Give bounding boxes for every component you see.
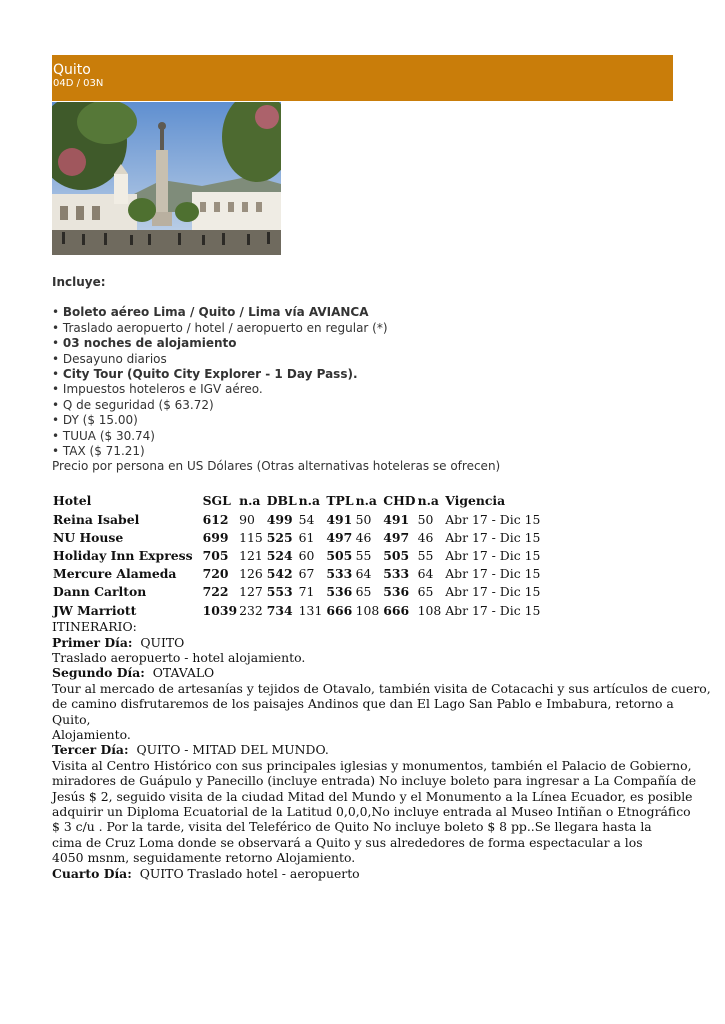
includes-item: • TUUA ($ 30.74) (52, 428, 155, 443)
price-cell: 533 (326, 566, 353, 582)
price-cell: 536 (326, 584, 353, 600)
price-cell: 505 (383, 548, 410, 564)
table-row (53, 546, 542, 564)
hotel-name-cell: JW Marriott (53, 602, 137, 618)
itinerary-line: cima de Cruz Loma donde se observará a Quito y sus alrededores de forma espectacular a los (52, 834, 643, 850)
itinerary-line: $ 3 c/u . Por la tarde, visita del Teleférico de Quito No incluye boleto $ 8 pp..Se llegara hasta la (52, 819, 652, 835)
hotel-name-cell: Mercure Alameda (53, 566, 177, 582)
day-place: OTAVALO (152, 665, 215, 681)
hotel-name-cell: NU House (53, 529, 124, 545)
itinerary-line: Visita al Centro Histórico con sus principales iglesias y monumentos, también el Palacio de Gobierno, (52, 757, 692, 773)
price-cell: 525 (266, 529, 293, 545)
child-na-cell: 232 (239, 602, 263, 618)
includes-item: • DY ($ 15.00) (52, 413, 138, 428)
tour-page (52, 55, 711, 881)
includes-item-text: TAX ($ 71.21) (62, 444, 145, 459)
includes-item: • Traslado aeropuerto / hotel / aeropuerto en regular (*) (52, 320, 388, 335)
child-na-cell: 131 (298, 602, 323, 618)
validity-cell: Abr 17 - Dic 15 (445, 566, 541, 582)
includes-item-text: TUUA ($ 30.74) (62, 428, 155, 443)
tour-header (52, 55, 673, 101)
child-na-cell: 108 (355, 602, 380, 618)
child-na-cell: 65 (355, 584, 372, 600)
child-na-cell: 60 (298, 548, 315, 564)
validity-cell: Abr 17 - Dic 15 (445, 584, 541, 600)
col-header-na: n.a (355, 493, 377, 509)
col-header-tpl: TPL (326, 493, 354, 509)
child-na-cell: 65 (417, 584, 434, 600)
child-na-cell: 55 (417, 548, 434, 564)
table-header-row (53, 492, 542, 510)
table-row (53, 510, 542, 528)
child-na-cell: 126 (239, 566, 263, 582)
itinerary-line: Quito, (52, 711, 91, 727)
includes-item: • City Tour (Quito City Explorer - 1 Day Pass). (52, 367, 358, 382)
child-na-cell: 46 (355, 529, 372, 545)
validity-cell: Abr 17 - Dic 15 (445, 602, 541, 618)
child-na-cell: 50 (355, 511, 372, 527)
itinerary-line: Alojamiento. (52, 727, 131, 743)
price-cell: 533 (383, 566, 410, 582)
day-label: Primer Día: (52, 634, 133, 650)
quito-plaza-photo (52, 102, 281, 255)
day-label: Tercer Día: (52, 742, 129, 758)
table-row (53, 583, 542, 601)
validity-cell: Abr 17 - Dic 15 (445, 548, 541, 564)
photo-illustration (52, 102, 281, 255)
price-cell: 553 (266, 584, 293, 600)
itinerary-line: Jesús $ 2, seguido visita de la ciudad Mitad del Mundo y el Monumento a la Línea Ecuador, es posible (52, 788, 693, 804)
child-na-cell: 127 (239, 584, 263, 600)
price-cell: 612 (202, 511, 229, 527)
col-header-na: n.a (417, 493, 439, 509)
includes-item-text: City Tour (Quito City Explorer - 1 Day Pass). (62, 367, 358, 382)
hotel-name-cell: Holiday Inn Express (53, 548, 193, 564)
table-row (53, 528, 542, 546)
includes-item-text: Desayuno diarios (62, 351, 167, 366)
itinerary-title: ITINERARIO: (52, 619, 137, 635)
price-cell: 542 (266, 566, 293, 582)
includes-item: • Q de seguridad ($ 63.72) (52, 397, 214, 412)
price-cell: 666 (326, 602, 353, 618)
price-cell: 536 (383, 584, 410, 600)
includes-item: • 03 noches de alojamiento (52, 336, 237, 351)
includes-item-text: Q de seguridad ($ 63.72) (62, 397, 214, 412)
itinerary-line: 4050 msnm, seguidamente retorno Alojamiento. (52, 850, 356, 866)
price-cell: 705 (202, 548, 229, 564)
price-cell: 666 (383, 602, 410, 618)
table-row (53, 601, 542, 619)
child-na-cell: 115 (239, 529, 263, 545)
itinerary-day-heading (52, 665, 673, 680)
includes-item: • Impuestos hoteleros e IGV aéreo. (52, 382, 263, 397)
col-header-chd: CHD (383, 493, 416, 509)
day-place: QUITO (140, 634, 185, 650)
hotel-price-table (53, 492, 542, 619)
hotel-name-cell: Reina Isabel (53, 511, 140, 527)
includes-item-text: DY ($ 15.00) (62, 413, 138, 428)
itinerary-days (52, 634, 711, 882)
child-na-cell: 50 (417, 511, 434, 527)
itinerary-day-heading (52, 742, 673, 757)
day-label: Cuarto Día: (52, 865, 132, 881)
child-na-cell: 71 (298, 584, 315, 600)
price-cell: 505 (326, 548, 353, 564)
price-cell: 499 (266, 511, 293, 527)
child-na-cell: 67 (298, 566, 315, 582)
includes-item-text: Traslado aeropuerto / hotel / aeropuerto en regular (*) (62, 320, 388, 335)
price-cell: 699 (202, 529, 229, 545)
includes-list (52, 305, 673, 474)
price-cell: 1039 (202, 602, 238, 618)
child-na-cell: 121 (239, 548, 263, 564)
itinerary-line: miradores de Guápulo y Panecillo (incluye entrada) No incluye boleto para ingresar a La Compañía de (52, 773, 697, 789)
itinerary-day-heading (52, 635, 673, 650)
includes-item-text: 03 noches de alojamiento (62, 336, 237, 351)
child-na-cell: 61 (298, 529, 315, 545)
table-row (53, 565, 542, 583)
includes-item-text: Boleto aéreo Lima / Quito / Lima vía AVIANCA (62, 305, 369, 320)
includes-item: • Boleto aéreo Lima / Quito / Lima vía AVIANCA (52, 305, 369, 320)
validity-cell: Abr 17 - Dic 15 (445, 511, 541, 527)
child-na-cell: 46 (417, 529, 434, 545)
day-place: QUITO - MITAD DEL MUNDO. (136, 742, 329, 758)
child-na-cell: 64 (417, 566, 434, 582)
price-cell: 734 (266, 602, 293, 618)
col-header-sgl: SGL (202, 493, 231, 509)
child-na-cell: 108 (417, 602, 442, 618)
price-cell: 524 (266, 548, 293, 564)
day-label: Segundo Día: (52, 665, 145, 681)
day-place: QUITO Traslado hotel - aeropuerto (139, 865, 360, 881)
child-na-cell: 55 (355, 548, 372, 564)
price-note: Precio por persona en US Dólares (Otras alternativas hoteleras se ofrecen) (52, 459, 501, 474)
col-header-na: n.a (239, 493, 261, 509)
validity-cell: Abr 17 - Dic 15 (445, 529, 541, 545)
price-cell: 720 (202, 566, 229, 582)
price-cell: 497 (383, 529, 410, 545)
includes-item-text: Impuestos hoteleros e IGV aéreo. (62, 382, 263, 397)
child-na-cell: 64 (355, 566, 372, 582)
col-header-na: n.a (298, 493, 321, 509)
price-cell: 497 (326, 529, 353, 545)
price-cell: 722 (202, 584, 229, 600)
itinerary-line: de camino disfrutaremos de los paisajes Andinos que dan El Lago San Pablo e Imbabura, retorno a (52, 696, 674, 712)
hotel-rows (53, 510, 542, 619)
itinerary-line: adquirir un Diploma Ecuatorial de la Latitud 0,0,0,No incluye entrada al Museo Intiñan o Etnográfico (52, 804, 691, 820)
includes-item: • Desayuno diarios (52, 351, 167, 366)
price-cell: 491 (326, 511, 353, 527)
itinerary-line: Traslado aeropuerto - hotel alojamiento. (52, 650, 306, 665)
itinerary (52, 619, 711, 881)
col-header-vigencia: Vigencia (445, 493, 506, 509)
includes-item: • TAX ($ 71.21) (52, 444, 145, 459)
col-header-hotel: Hotel (53, 493, 92, 509)
hotel-name-cell: Dann Carlton (53, 584, 147, 600)
child-na-cell: 54 (298, 511, 315, 527)
col-header-dbl: DBL (266, 493, 297, 509)
price-cell: 491 (383, 511, 410, 527)
includes-heading: Incluye: (52, 275, 106, 289)
tour-duration: 04D / 03N (53, 78, 104, 89)
itinerary-line: Tour al mercado de artesanías y tejidos de Otavalo, también visita de Cotacachi y sus artículos de cuero, (52, 680, 711, 696)
itinerary-day-heading (52, 866, 673, 881)
child-na-cell: 90 (239, 511, 255, 527)
tour-title: Quito (53, 62, 91, 78)
